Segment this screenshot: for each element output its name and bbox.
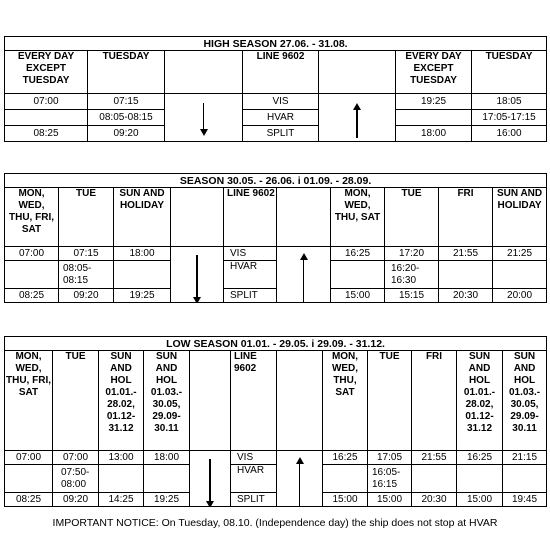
table-row [5,247,547,261]
column-header: SUN AND HOL 01.03.- 30.05, 29.09- 30.11 [503,351,547,451]
table-row [5,451,547,465]
departure-time: 16:20-16:30 [385,261,439,289]
column-header: SUN AND HOLIDAY [114,188,171,247]
stop-name: HVAR [224,261,277,289]
departure-time [323,465,368,493]
table-row [5,126,547,142]
departure-time: 18:00 [144,451,190,465]
departure-time [5,261,59,289]
departure-time [439,261,493,289]
stop-name: SPLIT [231,493,277,507]
column-header: TUE [53,351,99,451]
departure-time [5,110,88,126]
column-header: TUE [59,188,114,247]
departure-time: 15:00 [368,493,412,507]
departure-time: 21:15 [503,451,547,465]
departure-time: 08:25 [5,126,88,142]
return-direction-cell [319,94,396,142]
departure-time [396,110,472,126]
departure-time: 07:00 [5,247,59,261]
return-direction-cell [277,247,331,303]
departure-time: 20:00 [493,289,547,303]
departure-time: 07:15 [59,247,114,261]
column-header: SUN AND HOL 01.01.- 28.02, 01.12- 31.12 [99,351,144,451]
departure-time: 07:00 [53,451,99,465]
departure-time: 20:30 [412,493,457,507]
column-header-empty [319,51,396,94]
line-number-header: LINE 9602 [231,351,277,451]
outbound-direction-cell [190,451,231,507]
column-header: TUE [368,351,412,451]
departure-time: 18:00 [396,126,472,142]
departure-time [144,465,190,493]
departure-time: 18:00 [114,247,171,261]
departure-time: 07:15 [88,94,165,110]
important-notice: IMPORTANT NOTICE: On Tuesday, 08.10. (Independence day) the ship does not stop at HVAR [52,517,498,529]
departure-time [412,465,457,493]
departure-time: 08:05-08:15 [88,110,165,126]
departure-time: 08:05-08:15 [59,261,114,289]
departure-time: 15:00 [331,289,385,303]
stop-name: SPLIT [243,126,319,142]
departure-time: 19:25 [396,94,472,110]
departure-time: 21:25 [493,247,547,261]
departure-time: 16:25 [323,451,368,465]
departure-time: 19:45 [503,493,547,507]
departure-time: 13:00 [99,451,144,465]
outbound-direction-cell [165,94,243,142]
column-header: MON, WED, THU, SAT [323,351,368,451]
stop-name: HVAR [243,110,319,126]
departure-time [114,261,171,289]
departure-time [99,465,144,493]
column-header-empty [165,51,243,94]
departure-time [493,261,547,289]
season-title: LOW SEASON 01.01. - 29.05. i 29.09. - 31.12. [5,337,547,351]
departure-time: 16:05-16:15 [368,465,412,493]
departure-time: 17:05 [368,451,412,465]
departure-time: 16:25 [457,451,503,465]
departure-time [503,465,547,493]
departure-time: 17:20 [385,247,439,261]
table-row [5,110,547,126]
line-number-header: LINE 9602 [243,51,319,94]
departure-time [331,261,385,289]
season-title: HIGH SEASON 27.06. - 31.08. [5,37,547,51]
departure-time: 19:25 [144,493,190,507]
low-season-table [4,336,547,507]
column-header: FRI [412,351,457,451]
column-header: SUN AND HOLIDAY [493,188,547,247]
departure-time: 21:55 [439,247,493,261]
column-header: MON, WED, THU, FRI, SAT [5,351,53,451]
mid-season-table [4,173,547,303]
departure-time: 15:15 [385,289,439,303]
column-header-empty [190,351,231,451]
departure-time: 09:20 [88,126,165,142]
stop-name: VIS [224,247,277,261]
departure-time [457,465,503,493]
table-row [5,94,547,110]
column-header: TUESDAY [88,51,165,94]
season-title: SEASON 30.05. - 26.06. i 01.09. - 28.09. [5,174,547,188]
departure-time: 07:00 [5,451,53,465]
column-header: TUESDAY [472,51,547,94]
departure-time: 08:25 [5,289,59,303]
column-header-empty [171,188,224,247]
departure-time: 15:00 [457,493,503,507]
departure-time: 16:25 [331,247,385,261]
departure-time: 21:55 [412,451,457,465]
departure-time [5,465,53,493]
departure-time: 09:20 [53,493,99,507]
column-header-empty [277,188,331,247]
column-header: SUN AND HOL 01.01.- 28.02, 01.12- 31.12 [457,351,503,451]
departure-time: 19:25 [114,289,171,303]
stop-name: VIS [231,451,277,465]
departure-time: 07:50-08:00 [53,465,99,493]
column-header: MON, WED, THU, FRI, SAT [5,188,59,247]
column-header: SUN AND HOL 01.03.- 30.05, 29.09- 30.11 [144,351,190,451]
column-header: FRI [439,188,493,247]
departure-time: 17:05-17:15 [472,110,547,126]
departure-time: 20:30 [439,289,493,303]
column-header: MON, WED, THU, SAT [331,188,385,247]
column-header: TUE [385,188,439,247]
column-header-empty [277,351,323,451]
column-header: EVERY DAY EXCEPT TUESDAY [5,51,88,94]
departure-time: 08:25 [5,493,53,507]
high-season-table [4,36,547,142]
departure-time: 14:25 [99,493,144,507]
departure-time: 07:00 [5,94,88,110]
stop-name: HVAR [231,465,277,493]
line-number-header: LINE 9602 [224,188,277,247]
outbound-direction-cell [171,247,224,303]
stop-name: SPLIT [224,289,277,303]
stop-name: VIS [243,94,319,110]
column-header: EVERY DAY EXCEPT TUESDAY [396,51,472,94]
return-direction-cell [277,451,323,507]
departure-time: 18:05 [472,94,547,110]
departure-time: 16:00 [472,126,547,142]
departure-time: 09:20 [59,289,114,303]
departure-time: 15:00 [323,493,368,507]
